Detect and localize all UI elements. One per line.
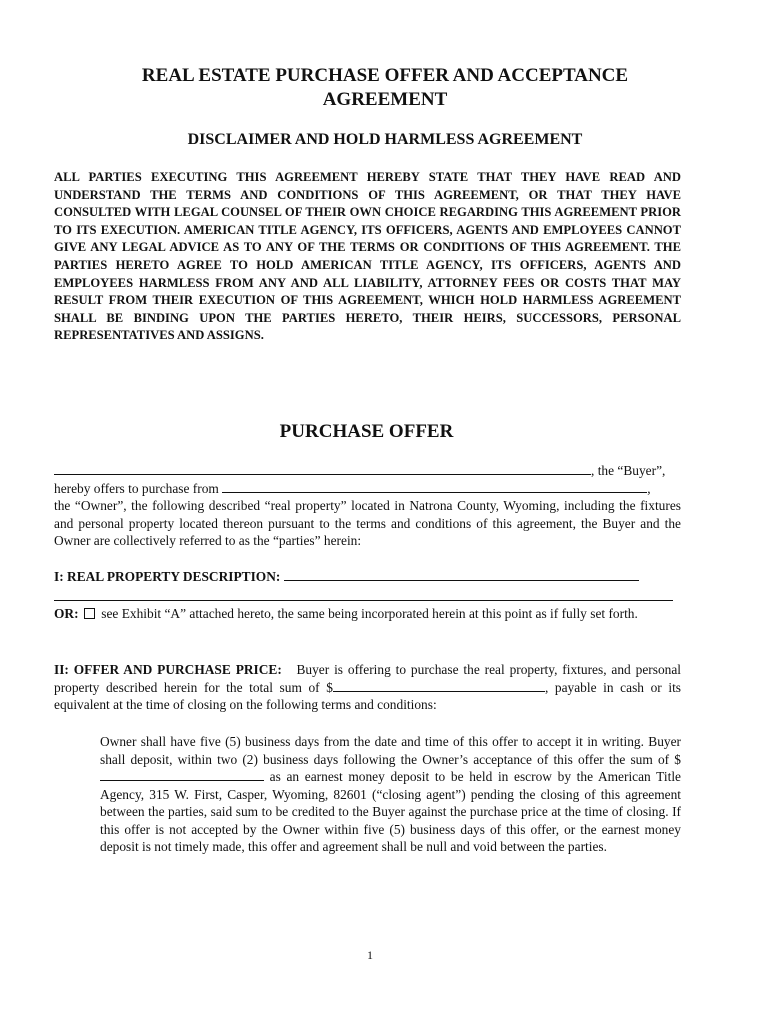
exhibit-text: see Exhibit “A” attached hereto, the same being incorporated herein at this point as if fully set forth.: [101, 606, 638, 621]
property-description-line-2[interactable]: [54, 600, 673, 601]
owner-text: the “Owner”, the following described “real property” located in Natrona County, Wyoming, including the fixtures and personal property located thereon pursuant to the terms and conditions of this agreement, the Buyer and the Owner are collectively referred to as the “parties” herein:: [54, 498, 681, 548]
exhibit-paragraph: [54, 605, 681, 623]
section-2-text-1: Buyer is offering to purchase the real property, fixtures, and personal property described herein for the total sum of $: [54, 662, 681, 695]
offers-suffix: ,: [647, 481, 651, 496]
purchase-price-field[interactable]: [333, 679, 545, 692]
title-line-1: REAL ESTATE PURCHASE OFFER AND ACCEPTANCE: [141, 65, 629, 86]
terms-paragraph: [100, 733, 681, 856]
section-2-text-2: , payable in cash or its equivalent at the time of closing on the following terms and conditions:: [54, 679, 681, 712]
terms-text-2: as an earnest money deposit to be held in escrow by the American Title Agency, 315 W. First, Casper, Wyoming, 82601 (“closing agent”) pending the closing of this agreement between the parties, said sum to be credited to the Buyer against the purchase price at the time of closing. If this offer is not accepted by the Owner within five (5) business days of this offer, or the earnest money deposit is not timely made, this offer and agreement shall be null and void between the parties.: [100, 769, 681, 854]
owner-line: [54, 480, 681, 498]
page-number: 1: [367, 948, 373, 962]
owner-name-field[interactable]: [222, 480, 647, 493]
disclaimer-heading: DISCLAIMER AND HOLD HARMLESS AGREEMENT: [187, 131, 583, 148]
title-line-2: AGREEMENT: [322, 89, 448, 110]
or-label: OR:: [54, 606, 79, 621]
purchase-offer-heading: PURCHASE OFFER: [279, 421, 454, 442]
buyer-suffix: , the “Buyer”,: [591, 463, 666, 478]
document-title: [0, 64, 770, 112]
section-2-paragraph: [54, 661, 681, 714]
buyer-name-field[interactable]: [54, 462, 591, 475]
buyer-line: [54, 462, 681, 480]
section-1-line: [54, 568, 681, 586]
earnest-money-field[interactable]: [100, 768, 264, 781]
offers-prefix: hereby offers to purchase from: [54, 481, 219, 496]
exhibit-a-checkbox[interactable]: [84, 608, 95, 619]
terms-text-1: Owner shall have five (5) business days from the date and time of this offer to accept it in writing. Buyer shall deposit, within two (2) business days following the Owner’s acceptance of this offer the sum of $: [100, 734, 681, 767]
property-description-field[interactable]: [284, 568, 639, 581]
section-2-label: II: OFFER AND PURCHASE PRICE:: [54, 662, 282, 677]
disclaimer-text: ALL PARTIES EXECUTING THIS AGREEMENT HEREBY STATE THAT THEY HAVE READ AND UNDERSTAND THE TERMS AND CONDITIONS OF THIS AGREEMENT, OR THAT THEY HAVE CONSULTED WITH LEGAL COUNSEL OF THEIR OWN CHOICE REGARDING THIS AGREEMENT PRIOR TO ITS EXECUTION. AMERICAN TITLE AGENCY, ITS OFFICERS, AGENTS AND EMPLOYEES CANNOT GIVE ANY LEGAL ADVICE AS TO ANY OF THE TERMS OR CONDITIONS OF THIS AGREEMENT. THE PARTIES HERETO AGREE TO HOLD AMERICAN TITLE AGENCY, ITS OFFICERS, AGENTS AND EMPLOYEES HARMLESS FROM ANY AND ALL LIABILITY, ATTORNEY FEES OR COSTS THAT MAY RESULT FROM THEIR EXECUTION OF THIS AGREEMENT, WHICH HOLD HARMLESS AGREEMENT SHALL BE BINDING UPON THE PARTIES HERETO, THEIR HEIRS, SUCCESSORS, PERSONAL REPRESENTATIVES AND ASSIGNS.: [54, 170, 681, 343]
section-1-label: I: REAL PROPERTY DESCRIPTION:: [54, 569, 281, 584]
